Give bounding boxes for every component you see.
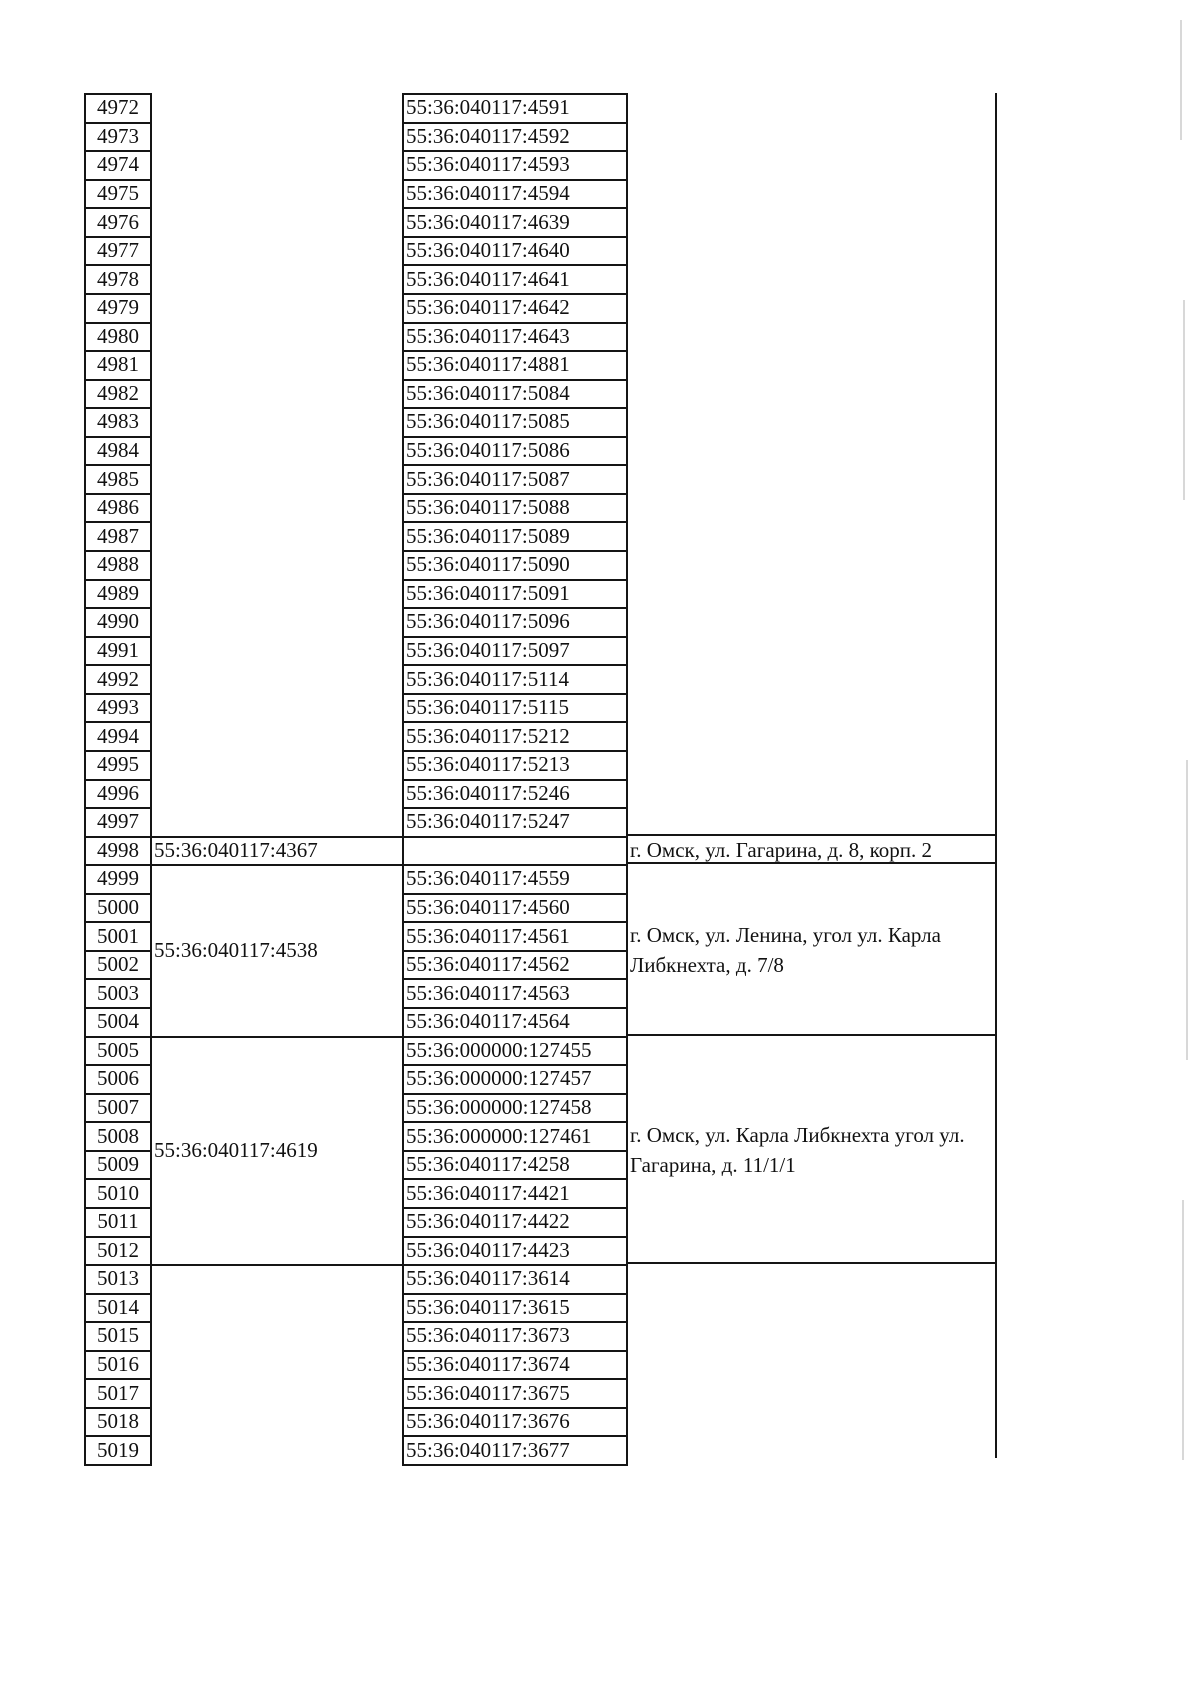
parcel-row-line bbox=[402, 521, 628, 523]
parcel-number: 55:36:040117:4643 bbox=[406, 324, 570, 348]
number-row-line bbox=[84, 264, 152, 266]
parcel-row-line bbox=[402, 207, 628, 209]
parcel-number: 55:36:040117:5084 bbox=[406, 381, 570, 405]
row-number: 5009 bbox=[97, 1152, 139, 1176]
parcel-number: 55:36:040117:5212 bbox=[406, 724, 570, 748]
address-col-right-border bbox=[995, 93, 997, 1458]
scan-artifact bbox=[1186, 760, 1188, 1060]
parcel-number: 55:36:040117:5089 bbox=[406, 524, 570, 548]
row-number: 4999 bbox=[97, 866, 139, 890]
parcel-number: 55:36:040117:5097 bbox=[406, 638, 570, 662]
row-number: 4977 bbox=[97, 238, 139, 262]
scan-artifact bbox=[1182, 1200, 1184, 1460]
row-number: 4997 bbox=[97, 809, 139, 833]
building-number: 55:36:040117:4367 bbox=[154, 838, 318, 862]
row-number: 5019 bbox=[97, 1438, 139, 1462]
scan-artifact bbox=[1180, 20, 1182, 140]
row-number: 5011 bbox=[97, 1209, 139, 1233]
parcel-number: 55:36:040117:5091 bbox=[406, 581, 570, 605]
number-row-line bbox=[84, 207, 152, 209]
row-number: 5004 bbox=[97, 1009, 139, 1033]
parcel-number: 55:36:000000:127461 bbox=[406, 1124, 592, 1148]
row-number: 5013 bbox=[97, 1266, 139, 1290]
parcel-number: 55:36:040117:3614 bbox=[406, 1266, 570, 1290]
parcel-number: 55:36:000000:127455 bbox=[406, 1038, 592, 1062]
row-number: 4975 bbox=[97, 181, 139, 205]
number-row-line bbox=[84, 921, 152, 923]
row-number: 4992 bbox=[97, 667, 139, 691]
row-number: 4989 bbox=[97, 581, 139, 605]
row-number: 4973 bbox=[97, 124, 139, 148]
parcel-number: 55:36:040117:4258 bbox=[406, 1152, 570, 1176]
parcel-row-line bbox=[402, 664, 628, 666]
parcel-number: 55:36:040117:4563 bbox=[406, 981, 570, 1005]
building-group-line bbox=[150, 1036, 402, 1038]
parcel-number: 55:36:040117:3673 bbox=[406, 1323, 570, 1347]
address-group-line bbox=[626, 862, 997, 864]
number-row-line bbox=[84, 721, 152, 723]
row-number: 4982 bbox=[97, 381, 139, 405]
parcel-number: 55:36:040117:4639 bbox=[406, 210, 570, 234]
building-group-line bbox=[150, 1264, 402, 1266]
parcel-number: 55:36:040117:5087 bbox=[406, 467, 570, 491]
row-number: 4981 bbox=[97, 352, 139, 376]
parcel-number: 55:36:040117:3615 bbox=[406, 1295, 570, 1319]
row-number: 5000 bbox=[97, 895, 139, 919]
row-number: 4984 bbox=[97, 438, 139, 462]
parcel-number: 55:36:000000:127458 bbox=[406, 1095, 592, 1119]
building-number: 55:36:040117:4538 bbox=[154, 938, 318, 962]
row-number: 5016 bbox=[97, 1352, 139, 1376]
number-row-line bbox=[84, 664, 152, 666]
parcel-number: 55:36:040117:3677 bbox=[406, 1438, 570, 1462]
row-number: 5017 bbox=[97, 1381, 139, 1405]
parcel-number: 55:36:040117:4642 bbox=[406, 295, 570, 319]
parcel-row-line bbox=[402, 464, 628, 466]
number-row-line bbox=[84, 1178, 152, 1180]
address: г. Омск, ул. Гагарина, д. 8, корп. 2 bbox=[630, 838, 933, 862]
parcel-number: 55:36:040117:4881 bbox=[406, 352, 570, 376]
parcel-number: 55:36:040117:5088 bbox=[406, 495, 570, 519]
row-number: 5010 bbox=[97, 1181, 139, 1205]
number-row-line bbox=[84, 464, 152, 466]
row-number: 4990 bbox=[97, 609, 139, 633]
parcel-row-line bbox=[402, 978, 628, 980]
parcel-number: 55:36:000000:127457 bbox=[406, 1066, 592, 1090]
building-number: 55:36:040117:4619 bbox=[154, 1138, 318, 1162]
row-number: 5002 bbox=[97, 952, 139, 976]
row-number: 4980 bbox=[97, 324, 139, 348]
parcel-number: 55:36:040117:4591 bbox=[406, 95, 570, 119]
parcel-row-line bbox=[402, 721, 628, 723]
parcel-number: 55:36:040117:4559 bbox=[406, 866, 570, 890]
row-number: 4983 bbox=[97, 409, 139, 433]
row-number: 5001 bbox=[97, 924, 139, 948]
parcel-number: 55:36:040117:3675 bbox=[406, 1381, 570, 1405]
row-number: 5003 bbox=[97, 981, 139, 1005]
row-number: 4993 bbox=[97, 695, 139, 719]
row-number: 4976 bbox=[97, 210, 139, 234]
row-number: 5018 bbox=[97, 1409, 139, 1433]
row-number: 5006 bbox=[97, 1066, 139, 1090]
parcel-number: 55:36:040117:4592 bbox=[406, 124, 570, 148]
row-number: 5014 bbox=[97, 1295, 139, 1319]
parcel-number: 55:36:040117:4562 bbox=[406, 952, 570, 976]
address: г. Омск, ул. Ленина, угол ул. Карла Либкнехта, д. 7/8 bbox=[630, 923, 941, 977]
parcel-number: 55:36:040117:4564 bbox=[406, 1009, 570, 1033]
parcel-row-line bbox=[402, 1378, 628, 1380]
row-number: 4979 bbox=[97, 295, 139, 319]
parcel-number: 55:36:040117:4423 bbox=[406, 1238, 570, 1262]
row-number: 4978 bbox=[97, 267, 139, 291]
row-number: 5012 bbox=[97, 1238, 139, 1262]
number-row-line bbox=[84, 978, 152, 980]
parcel-number: 55:36:040117:5090 bbox=[406, 552, 570, 576]
number-bottom-line bbox=[84, 1464, 152, 1466]
parcel-number: 55:36:040117:4561 bbox=[406, 924, 570, 948]
parcel-number: 55:36:040117:5086 bbox=[406, 438, 570, 462]
row-number: 4988 bbox=[97, 552, 139, 576]
parcel-number: 55:36:040117:3676 bbox=[406, 1409, 570, 1433]
parcel-number: 55:36:040117:3674 bbox=[406, 1352, 570, 1376]
parcel-number: 55:36:040117:4641 bbox=[406, 267, 570, 291]
parcel-number: 55:36:040117:5246 bbox=[406, 781, 570, 805]
parcel-number: 55:36:040117:4560 bbox=[406, 895, 570, 919]
parcel-row-line bbox=[402, 836, 628, 838]
parcel-number: 55:36:040117:5115 bbox=[406, 695, 569, 719]
number-row-line bbox=[84, 1121, 152, 1123]
parcel-number: 55:36:040117:4594 bbox=[406, 181, 570, 205]
number-row-line bbox=[84, 1378, 152, 1380]
row-number: 4986 bbox=[97, 495, 139, 519]
scan-artifact bbox=[1183, 300, 1185, 500]
address: г. Омск, ул. Карла Либкнехта угол ул. Гагарина, д. 11/1/1 bbox=[630, 1123, 965, 1177]
parcel-number: 55:36:040117:4421 bbox=[406, 1181, 570, 1205]
parcel-number: 55:36:040117:5085 bbox=[406, 409, 570, 433]
row-number: 4974 bbox=[97, 152, 139, 176]
parcel-number: 55:36:040117:5114 bbox=[406, 667, 569, 691]
row-number: 4994 bbox=[97, 724, 139, 748]
row-number: 5015 bbox=[97, 1323, 139, 1347]
building-group-line bbox=[150, 864, 402, 866]
number-row-line bbox=[84, 521, 152, 523]
parcel-row-line bbox=[402, 264, 628, 266]
parcel-number: 55:36:040117:5247 bbox=[406, 809, 570, 833]
number-row-line bbox=[84, 1435, 152, 1437]
row-number: 5007 bbox=[97, 1095, 139, 1119]
parcel-row-line bbox=[402, 921, 628, 923]
parcel-row-line bbox=[402, 1435, 628, 1437]
row-number: 4985 bbox=[97, 467, 139, 491]
parcel-number: 55:36:040117:4640 bbox=[406, 238, 570, 262]
row-number: 4995 bbox=[97, 752, 139, 776]
row-number: 5005 bbox=[97, 1038, 139, 1062]
parcel-row-line bbox=[402, 1121, 628, 1123]
row-number: 5008 bbox=[97, 1124, 139, 1148]
row-number: 4987 bbox=[97, 524, 139, 548]
address-group-line bbox=[626, 1034, 997, 1036]
parcel-number: 55:36:040117:4593 bbox=[406, 152, 570, 176]
parcel-bottom-line bbox=[402, 1464, 628, 1466]
row-number: 4998 bbox=[97, 838, 139, 862]
parcel-number: 55:36:040117:5096 bbox=[406, 609, 570, 633]
parcel-row-line bbox=[402, 1178, 628, 1180]
address-group-line bbox=[626, 1262, 997, 1264]
row-number: 4996 bbox=[97, 781, 139, 805]
parcel-number: 55:36:040117:5213 bbox=[406, 752, 570, 776]
row-number: 4991 bbox=[97, 638, 139, 662]
row-number: 4972 bbox=[97, 95, 139, 119]
parcel-number: 55:36:040117:4422 bbox=[406, 1209, 570, 1233]
